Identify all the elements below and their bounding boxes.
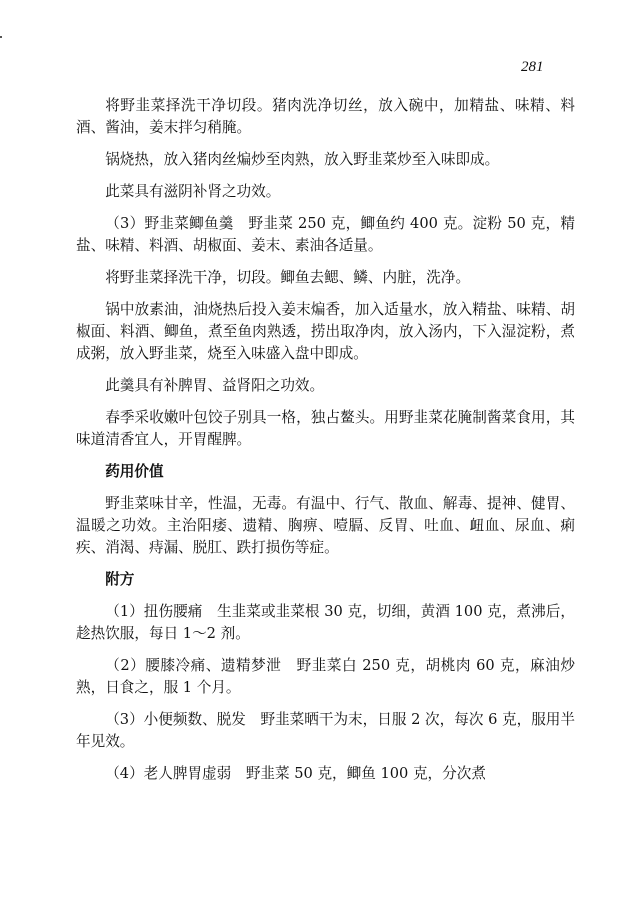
paragraph-medicinal-value: 野韭菜味甘辛，性温，无毒。有温中、行气、散血、解毒、提神、健胃、温暖之功效。主治阳痿、遗精、胸痹、噎膈、反胃、吐血、衄血、尿血、痢疾、消渴、痔漏、脱肛、跌打损伤等症。 bbox=[76, 494, 575, 557]
paragraph-spring-harvest: 春季采收嫩叶包饺子别具一格，独占鳌头。用野韭菜花腌制酱菜食用，其味道清香宜人，开胃醒脾。 bbox=[76, 408, 575, 449]
page-number: 281 bbox=[521, 59, 544, 75]
paragraph-cooking: 锅中放素油，油烧热后投入姜末煸香，加入适量水，放入精盐、味精、胡椒面、料酒、鲫鱼，煮至鱼肉熟透，捞出取净肉，放入汤内，下入湿淀粉，煮成粥，放入野韭菜，烧至入味盛入盘中即成。 bbox=[76, 300, 575, 363]
paragraph-prep-fish: 将野韭菜择洗干净，切段。鲫鱼去鳃、鳞、内脏，洗净。 bbox=[105, 268, 471, 286]
section-heading-prescriptions: 附方 bbox=[105, 571, 135, 589]
paragraph-effect: 此菜具有滋阴补肾之功效。 bbox=[105, 182, 281, 200]
scan-mark bbox=[0, 36, 2, 38]
paragraph-soup-effect: 此羹具有补脾胃、益肾阳之功效。 bbox=[105, 376, 325, 394]
paragraph-prescription-1: （1）扭伤腰痛 生韭菜或韭菜根 30 克，切细，黄酒 100 克，煮沸后，趁热饮服，每日 1～2 剂。 bbox=[76, 602, 575, 643]
section-heading-medicinal-value: 药用价值 bbox=[105, 462, 164, 480]
body-text bbox=[76, 95, 575, 795]
paragraph-recipe-3: （3）野韭菜鲫鱼羹 野韭菜 250 克，鲫鱼约 400 克。淀粉 50 克，精盐、味精、料酒、胡椒面、姜末、素油各适量。 bbox=[76, 214, 575, 254]
paragraph-prescription-4: （4）老人脾胃虚弱 野韭菜 50 克，鲫鱼 100 克，分次煮 bbox=[105, 765, 486, 783]
paragraph-stir-fry: 锅烧热，放入猪肉丝煸炒至肉熟，放入野韭菜炒至入味即成。 bbox=[105, 151, 500, 169]
paragraph-prescription-3: （3）小便频数、脱发 野韭菜晒干为末，日服 2 次，每次 6 克，服用半年见效。 bbox=[76, 711, 575, 751]
paragraph-recipe-steps: 将野韭菜择洗干净切段。猪肉洗净切丝，放入碗中，加精盐、味精、料酒、酱油，姜末拌匀稍腌。 bbox=[76, 97, 575, 137]
paragraph-prescription-2: （2）腰膝冷痛、遗精梦泄 野韭菜白 250 克，胡桃肉 60 克，麻油炒熟，日食之，服 1 个月。 bbox=[76, 656, 575, 697]
